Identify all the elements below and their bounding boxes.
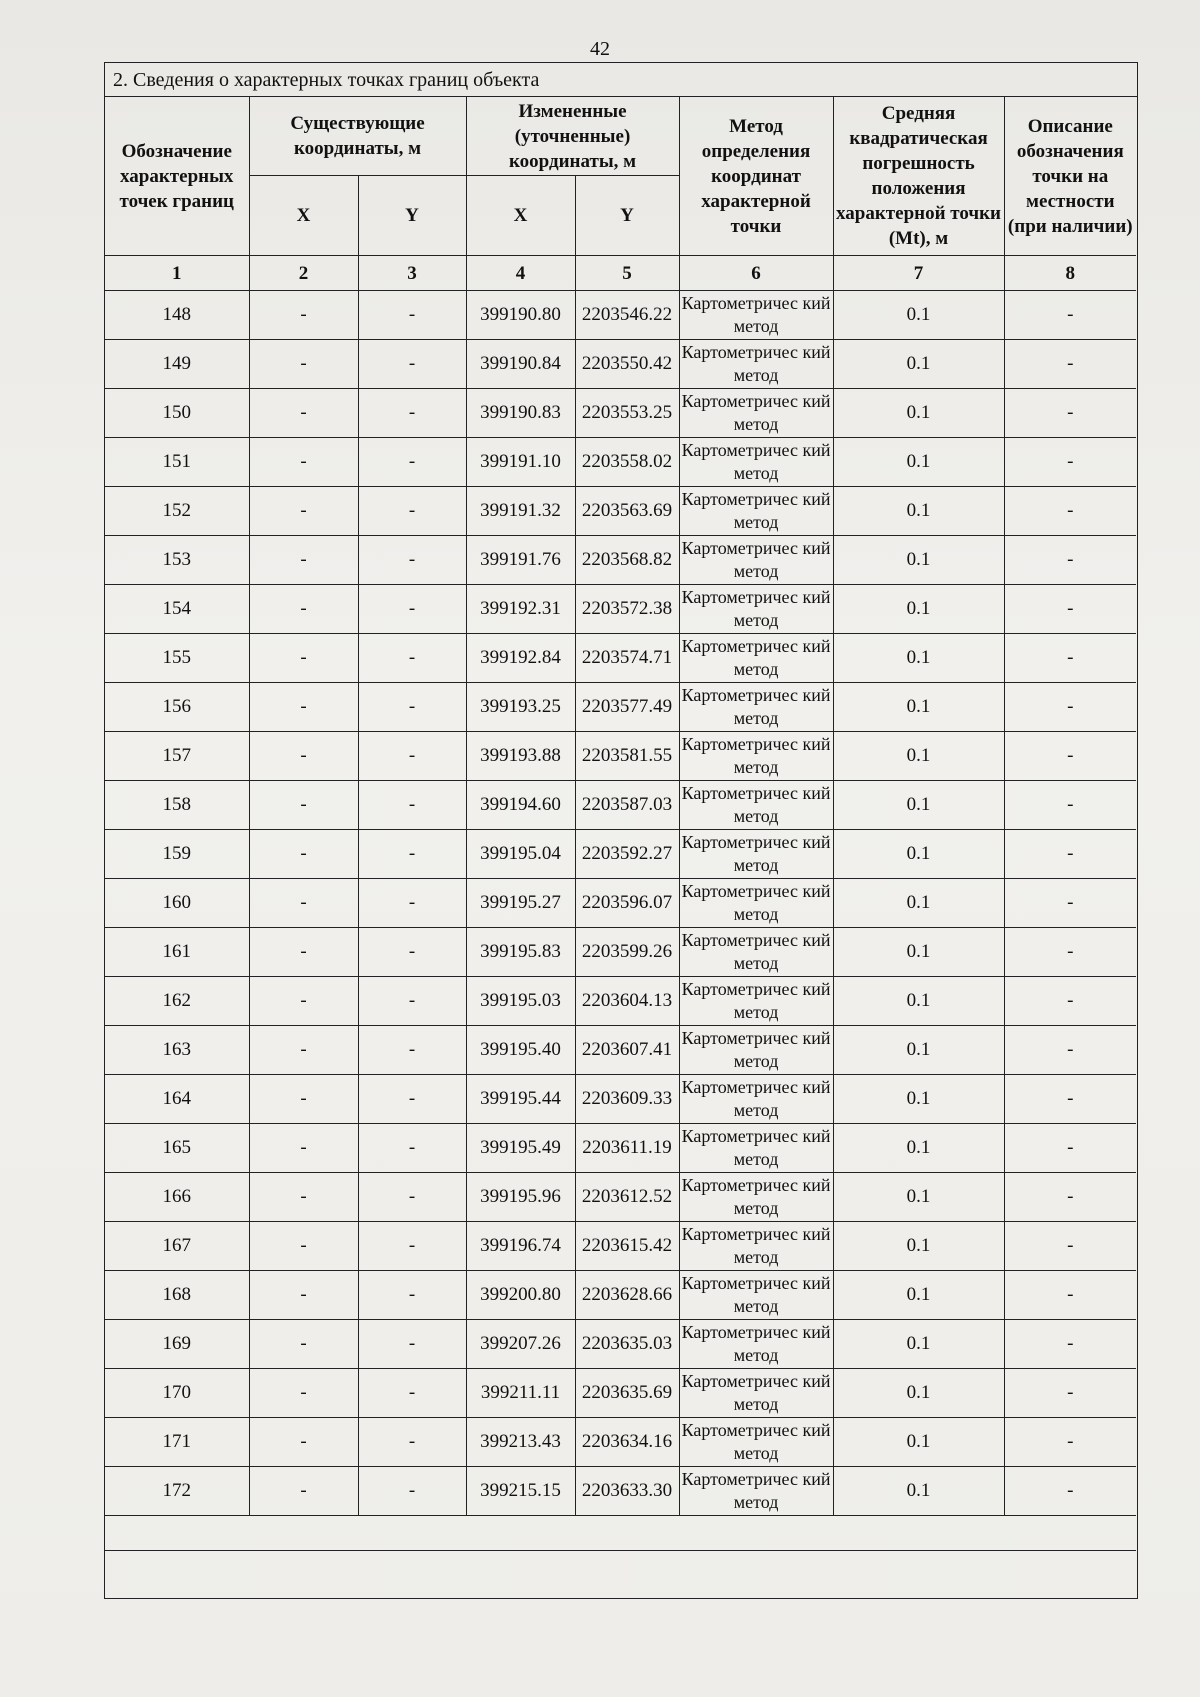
cell-existing-x: - bbox=[249, 536, 358, 585]
cell-error: 0.1 bbox=[833, 1418, 1004, 1467]
cell-point: 163 bbox=[105, 1026, 249, 1075]
cell-error: 0.1 bbox=[833, 1075, 1004, 1124]
cell-description: - bbox=[1004, 389, 1136, 438]
cell-description: - bbox=[1004, 585, 1136, 634]
cell-method: Картометричес кий метод bbox=[679, 291, 833, 340]
cell-point: 149 bbox=[105, 340, 249, 389]
cell-description: - bbox=[1004, 1418, 1136, 1467]
table-row bbox=[105, 1369, 1136, 1418]
cell-y: 2203634.16 bbox=[575, 1418, 679, 1467]
cell-description: - bbox=[1004, 732, 1136, 781]
cell-y: 2203568.82 bbox=[575, 536, 679, 585]
cell-x: 399196.74 bbox=[466, 1222, 575, 1271]
cell-existing-x: - bbox=[249, 585, 358, 634]
cell-x: 399191.76 bbox=[466, 536, 575, 585]
cell-method: Картометричес кий метод bbox=[679, 340, 833, 389]
cell-description: - bbox=[1004, 1222, 1136, 1271]
cell-existing-x: - bbox=[249, 487, 358, 536]
cell-method: Картометричес кий метод bbox=[679, 1320, 833, 1369]
cell-method: Картометричес кий метод bbox=[679, 389, 833, 438]
cell-x: 399195.83 bbox=[466, 928, 575, 977]
cell-y: 2203611.19 bbox=[575, 1124, 679, 1173]
cell-y: 2203599.26 bbox=[575, 928, 679, 977]
table-footer-cell bbox=[105, 1516, 1136, 1551]
cell-method: Картометричес кий метод bbox=[679, 1026, 833, 1075]
cell-description: - bbox=[1004, 1467, 1136, 1516]
cell-point: 152 bbox=[105, 487, 249, 536]
column-number: 5 bbox=[575, 256, 679, 291]
cell-y: 2203572.38 bbox=[575, 585, 679, 634]
cell-existing-x: - bbox=[249, 340, 358, 389]
table-row bbox=[105, 1075, 1136, 1124]
cell-existing-x: - bbox=[249, 1026, 358, 1075]
page-number: 42 bbox=[590, 38, 610, 60]
cell-point: 155 bbox=[105, 634, 249, 683]
cell-existing-x: - bbox=[249, 291, 358, 340]
table-frame bbox=[104, 62, 1138, 1599]
section-title: 2. Сведения о характерных точках границ объекта bbox=[105, 63, 1137, 97]
table-row bbox=[105, 1222, 1136, 1271]
cell-existing-y: - bbox=[358, 1173, 466, 1222]
cell-description: - bbox=[1004, 781, 1136, 830]
cell-point: 164 bbox=[105, 1075, 249, 1124]
cell-method: Картометричес кий метод bbox=[679, 585, 833, 634]
cell-existing-y: - bbox=[358, 1320, 466, 1369]
cell-description: - bbox=[1004, 1075, 1136, 1124]
header-designation: Обозначение характерных точек границ bbox=[105, 97, 249, 256]
cell-existing-y: - bbox=[358, 438, 466, 487]
cell-y: 2203546.22 bbox=[575, 291, 679, 340]
cell-description: - bbox=[1004, 291, 1136, 340]
column-number: 8 bbox=[1004, 256, 1136, 291]
cell-y: 2203609.33 bbox=[575, 1075, 679, 1124]
cell-x: 399191.32 bbox=[466, 487, 575, 536]
cell-y: 2203577.49 bbox=[575, 683, 679, 732]
column-number: 3 bbox=[358, 256, 466, 291]
cell-y: 2203615.42 bbox=[575, 1222, 679, 1271]
table-row bbox=[105, 1173, 1136, 1222]
cell-existing-y: - bbox=[358, 1467, 466, 1516]
cell-existing-y: - bbox=[358, 1075, 466, 1124]
cell-existing-y: - bbox=[358, 732, 466, 781]
boundary-points-table bbox=[105, 97, 1136, 1551]
cell-y: 2203612.52 bbox=[575, 1173, 679, 1222]
cell-description: - bbox=[1004, 340, 1136, 389]
table-row bbox=[105, 1467, 1136, 1516]
cell-existing-x: - bbox=[249, 830, 358, 879]
cell-x: 399195.40 bbox=[466, 1026, 575, 1075]
cell-existing-x: - bbox=[249, 1075, 358, 1124]
cell-x: 399192.84 bbox=[466, 634, 575, 683]
cell-method: Картометричес кий метод bbox=[679, 438, 833, 487]
cell-existing-y: - bbox=[358, 977, 466, 1026]
table-row bbox=[105, 683, 1136, 732]
cell-existing-y: - bbox=[358, 1124, 466, 1173]
cell-error: 0.1 bbox=[833, 732, 1004, 781]
cell-y: 2203574.71 bbox=[575, 634, 679, 683]
cell-y: 2203581.55 bbox=[575, 732, 679, 781]
table-row bbox=[105, 291, 1136, 340]
cell-point: 165 bbox=[105, 1124, 249, 1173]
cell-existing-y: - bbox=[358, 879, 466, 928]
table-row bbox=[105, 487, 1136, 536]
table-row bbox=[105, 732, 1136, 781]
cell-y: 2203607.41 bbox=[575, 1026, 679, 1075]
cell-x: 399194.60 bbox=[466, 781, 575, 830]
cell-x: 399195.03 bbox=[466, 977, 575, 1026]
table-row bbox=[105, 1320, 1136, 1369]
cell-y: 2203633.30 bbox=[575, 1467, 679, 1516]
cell-error: 0.1 bbox=[833, 634, 1004, 683]
table-row bbox=[105, 1271, 1136, 1320]
cell-x: 399192.31 bbox=[466, 585, 575, 634]
cell-error: 0.1 bbox=[833, 1173, 1004, 1222]
cell-x: 399215.15 bbox=[466, 1467, 575, 1516]
cell-error: 0.1 bbox=[833, 536, 1004, 585]
cell-y: 2203558.02 bbox=[575, 438, 679, 487]
cell-method: Картометричес кий метод bbox=[679, 1369, 833, 1418]
cell-existing-x: - bbox=[249, 977, 358, 1026]
cell-error: 0.1 bbox=[833, 1124, 1004, 1173]
cell-point: 156 bbox=[105, 683, 249, 732]
table-row bbox=[105, 928, 1136, 977]
cell-method: Картометричес кий метод bbox=[679, 781, 833, 830]
column-number: 1 bbox=[105, 256, 249, 291]
cell-description: - bbox=[1004, 1320, 1136, 1369]
cell-existing-x: - bbox=[249, 781, 358, 830]
cell-existing-y: - bbox=[358, 1026, 466, 1075]
cell-y: 2203628.66 bbox=[575, 1271, 679, 1320]
cell-point: 161 bbox=[105, 928, 249, 977]
column-number-row bbox=[105, 256, 1136, 291]
cell-existing-y: - bbox=[358, 291, 466, 340]
cell-existing-y: - bbox=[358, 1418, 466, 1467]
cell-y: 2203550.42 bbox=[575, 340, 679, 389]
table-row bbox=[105, 1124, 1136, 1173]
cell-error: 0.1 bbox=[833, 585, 1004, 634]
cell-existing-x: - bbox=[249, 1369, 358, 1418]
header-description: Описание обозначения точки на местности (при наличии) bbox=[1004, 97, 1136, 256]
cell-x: 399200.80 bbox=[466, 1271, 575, 1320]
cell-error: 0.1 bbox=[833, 830, 1004, 879]
table-row bbox=[105, 830, 1136, 879]
column-number: 6 bbox=[679, 256, 833, 291]
header-changed-coordinates: Измененные (уточненные) координаты, м bbox=[466, 97, 679, 176]
cell-error: 0.1 bbox=[833, 389, 1004, 438]
cell-x: 399193.88 bbox=[466, 732, 575, 781]
cell-x: 399207.26 bbox=[466, 1320, 575, 1369]
cell-description: - bbox=[1004, 1369, 1136, 1418]
cell-point: 157 bbox=[105, 732, 249, 781]
table-row bbox=[105, 781, 1136, 830]
cell-error: 0.1 bbox=[833, 438, 1004, 487]
cell-error: 0.1 bbox=[833, 1271, 1004, 1320]
cell-x: 399211.11 bbox=[466, 1369, 575, 1418]
cell-description: - bbox=[1004, 634, 1136, 683]
cell-x: 399195.27 bbox=[466, 879, 575, 928]
cell-x: 399195.04 bbox=[466, 830, 575, 879]
cell-method: Картометричес кий метод bbox=[679, 683, 833, 732]
header-method: Метод определения координат характерной точки bbox=[679, 97, 833, 256]
cell-method: Картометричес кий метод bbox=[679, 732, 833, 781]
header-changed-x: X bbox=[466, 176, 575, 256]
cell-existing-y: - bbox=[358, 585, 466, 634]
cell-point: 169 bbox=[105, 1320, 249, 1369]
cell-description: - bbox=[1004, 879, 1136, 928]
cell-y: 2203553.25 bbox=[575, 389, 679, 438]
cell-description: - bbox=[1004, 1271, 1136, 1320]
cell-error: 0.1 bbox=[833, 879, 1004, 928]
cell-point: 167 bbox=[105, 1222, 249, 1271]
cell-description: - bbox=[1004, 1173, 1136, 1222]
cell-existing-y: - bbox=[358, 1222, 466, 1271]
table-row bbox=[105, 634, 1136, 683]
cell-existing-y: - bbox=[358, 928, 466, 977]
header-error: Средняя квадратическая погрешность положения характерной точки (Mt), м bbox=[833, 97, 1004, 256]
cell-point: 151 bbox=[105, 438, 249, 487]
table-row bbox=[105, 977, 1136, 1026]
cell-error: 0.1 bbox=[833, 291, 1004, 340]
cell-y: 2203635.03 bbox=[575, 1320, 679, 1369]
column-number: 7 bbox=[833, 256, 1004, 291]
cell-method: Картометричес кий метод bbox=[679, 1222, 833, 1271]
cell-method: Картометричес кий метод bbox=[679, 1418, 833, 1467]
cell-point: 153 bbox=[105, 536, 249, 585]
cell-description: - bbox=[1004, 683, 1136, 732]
cell-point: 171 bbox=[105, 1418, 249, 1467]
table-row bbox=[105, 340, 1136, 389]
cell-existing-x: - bbox=[249, 683, 358, 732]
cell-existing-x: - bbox=[249, 438, 358, 487]
cell-x: 399190.80 bbox=[466, 291, 575, 340]
table-row bbox=[105, 536, 1136, 585]
cell-point: 150 bbox=[105, 389, 249, 438]
cell-existing-x: - bbox=[249, 1173, 358, 1222]
cell-method: Картометричес кий метод bbox=[679, 536, 833, 585]
cell-error: 0.1 bbox=[833, 340, 1004, 389]
cell-description: - bbox=[1004, 487, 1136, 536]
cell-x: 399195.49 bbox=[466, 1124, 575, 1173]
table-row bbox=[105, 1026, 1136, 1075]
cell-existing-x: - bbox=[249, 634, 358, 683]
cell-point: 159 bbox=[105, 830, 249, 879]
table-body bbox=[105, 291, 1136, 1516]
cell-method: Картометричес кий метод bbox=[679, 1173, 833, 1222]
cell-point: 172 bbox=[105, 1467, 249, 1516]
cell-error: 0.1 bbox=[833, 487, 1004, 536]
cell-description: - bbox=[1004, 928, 1136, 977]
cell-x: 399193.25 bbox=[466, 683, 575, 732]
cell-error: 0.1 bbox=[833, 1026, 1004, 1075]
cell-y: 2203563.69 bbox=[575, 487, 679, 536]
cell-method: Картометричес кий метод bbox=[679, 879, 833, 928]
column-number: 4 bbox=[466, 256, 575, 291]
cell-x: 399213.43 bbox=[466, 1418, 575, 1467]
table-row bbox=[105, 438, 1136, 487]
cell-existing-y: - bbox=[358, 683, 466, 732]
cell-existing-y: - bbox=[358, 389, 466, 438]
cell-method: Картометричес кий метод bbox=[679, 1075, 833, 1124]
cell-existing-y: - bbox=[358, 1271, 466, 1320]
cell-y: 2203604.13 bbox=[575, 977, 679, 1026]
cell-existing-y: - bbox=[358, 1369, 466, 1418]
cell-point: 166 bbox=[105, 1173, 249, 1222]
cell-existing-x: - bbox=[249, 1418, 358, 1467]
table-row bbox=[105, 879, 1136, 928]
cell-existing-y: - bbox=[358, 487, 466, 536]
cell-error: 0.1 bbox=[833, 781, 1004, 830]
table-footer-row bbox=[105, 1516, 1136, 1551]
cell-method: Картометричес кий метод bbox=[679, 977, 833, 1026]
cell-x: 399190.84 bbox=[466, 340, 575, 389]
cell-existing-x: - bbox=[249, 879, 358, 928]
table-row bbox=[105, 389, 1136, 438]
cell-description: - bbox=[1004, 1124, 1136, 1173]
cell-x: 399191.10 bbox=[466, 438, 575, 487]
table-row bbox=[105, 1418, 1136, 1467]
cell-point: 160 bbox=[105, 879, 249, 928]
cell-method: Картометричес кий метод bbox=[679, 1467, 833, 1516]
cell-point: 162 bbox=[105, 977, 249, 1026]
cell-existing-x: - bbox=[249, 1222, 358, 1271]
table-row bbox=[105, 585, 1136, 634]
cell-x: 399195.96 bbox=[466, 1173, 575, 1222]
header-existing-x: X bbox=[249, 176, 358, 256]
cell-existing-y: - bbox=[358, 340, 466, 389]
cell-point: 158 bbox=[105, 781, 249, 830]
cell-y: 2203596.07 bbox=[575, 879, 679, 928]
column-number: 2 bbox=[249, 256, 358, 291]
cell-x: 399190.83 bbox=[466, 389, 575, 438]
cell-existing-x: - bbox=[249, 1467, 358, 1516]
cell-point: 148 bbox=[105, 291, 249, 340]
cell-method: Картометричес кий метод bbox=[679, 1271, 833, 1320]
cell-method: Картометричес кий метод bbox=[679, 830, 833, 879]
cell-existing-x: - bbox=[249, 1320, 358, 1369]
cell-description: - bbox=[1004, 830, 1136, 879]
header-changed-y: Y bbox=[575, 176, 679, 256]
cell-method: Картометричес кий метод bbox=[679, 1124, 833, 1173]
cell-method: Картометричес кий метод bbox=[679, 634, 833, 683]
cell-error: 0.1 bbox=[833, 1467, 1004, 1516]
cell-error: 0.1 bbox=[833, 683, 1004, 732]
cell-existing-x: - bbox=[249, 1271, 358, 1320]
cell-error: 0.1 bbox=[833, 1320, 1004, 1369]
cell-existing-x: - bbox=[249, 928, 358, 977]
cell-error: 0.1 bbox=[833, 1222, 1004, 1271]
cell-existing-x: - bbox=[249, 732, 358, 781]
cell-description: - bbox=[1004, 977, 1136, 1026]
cell-error: 0.1 bbox=[833, 928, 1004, 977]
cell-y: 2203635.69 bbox=[575, 1369, 679, 1418]
cell-description: - bbox=[1004, 438, 1136, 487]
cell-y: 2203587.03 bbox=[575, 781, 679, 830]
cell-point: 154 bbox=[105, 585, 249, 634]
cell-existing-y: - bbox=[358, 830, 466, 879]
cell-error: 0.1 bbox=[833, 1369, 1004, 1418]
cell-existing-y: - bbox=[358, 781, 466, 830]
header-row bbox=[105, 97, 1136, 176]
cell-point: 168 bbox=[105, 1271, 249, 1320]
cell-description: - bbox=[1004, 536, 1136, 585]
cell-existing-x: - bbox=[249, 1124, 358, 1173]
cell-point: 170 bbox=[105, 1369, 249, 1418]
cell-x: 399195.44 bbox=[466, 1075, 575, 1124]
cell-method: Картометричес кий метод bbox=[679, 487, 833, 536]
cell-y: 2203592.27 bbox=[575, 830, 679, 879]
cell-error: 0.1 bbox=[833, 977, 1004, 1026]
cell-existing-x: - bbox=[249, 389, 358, 438]
cell-existing-y: - bbox=[358, 536, 466, 585]
header-existing-coordinates: Существующие координаты, м bbox=[249, 97, 466, 176]
cell-description: - bbox=[1004, 1026, 1136, 1075]
header-existing-y: Y bbox=[358, 176, 466, 256]
cell-method: Картометричес кий метод bbox=[679, 928, 833, 977]
cell-existing-y: - bbox=[358, 634, 466, 683]
